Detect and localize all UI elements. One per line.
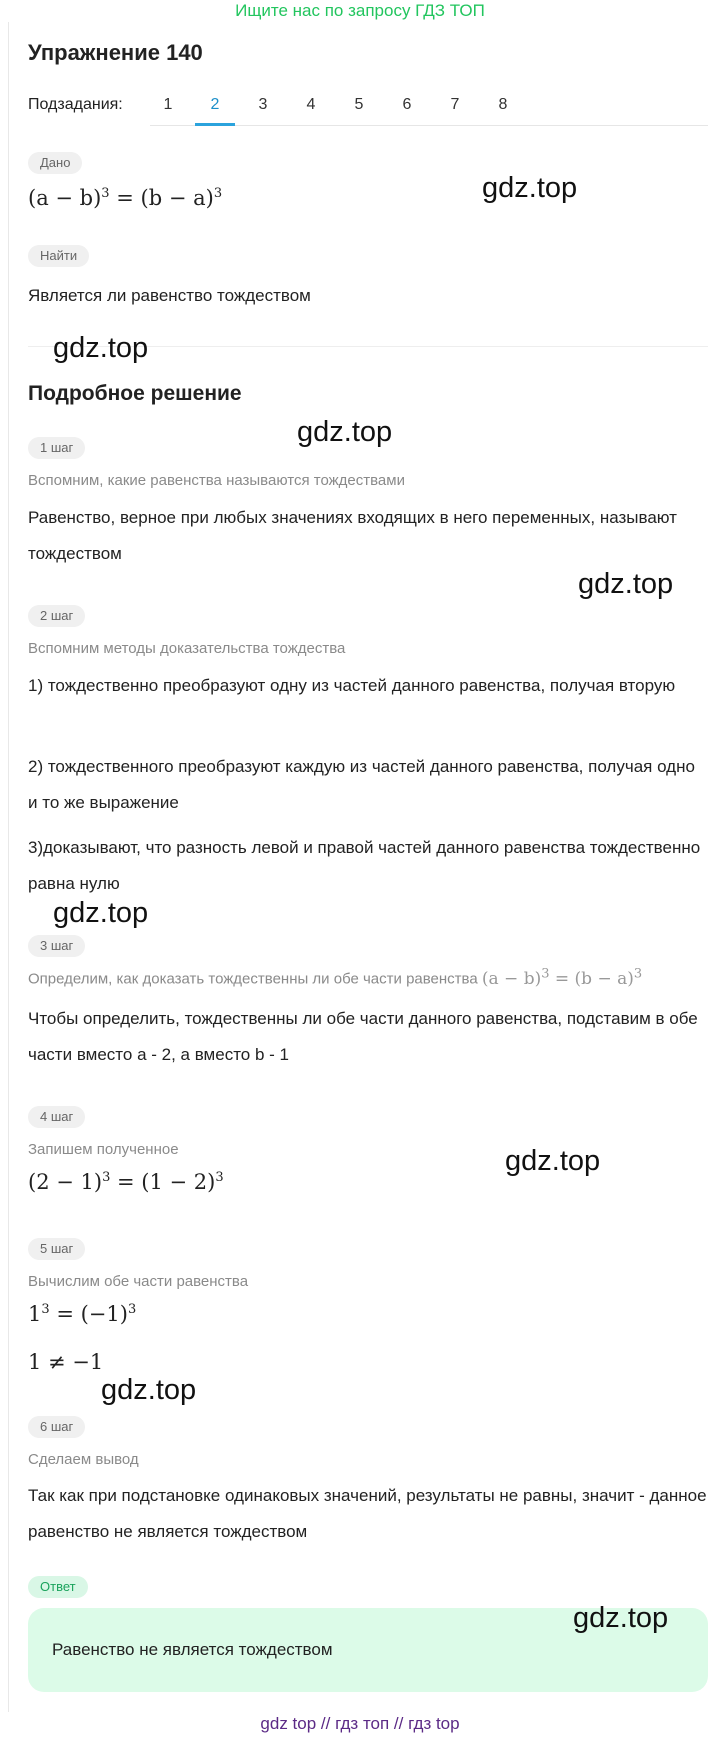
step-6-hint: Сделаем вывод — [28, 1451, 139, 1468]
step-4-formula: $(2 - 1)^3 = (1 - 2)^3$ — [28, 1170, 224, 1194]
step-3-text: Чтобы определить, тождественны ли обе части данного равенства, подставим в обе части вместо a - 2, а вместо b - 1 — [28, 1009, 698, 1064]
answer-text: Равенство не является тождеством — [52, 1640, 333, 1659]
step-4-pill: 4 шаг — [28, 1106, 85, 1128]
step-3-pill: 3 шаг — [28, 935, 85, 957]
step-3-hint: Определим, как доказать тождественны ли обе части равенства $(a - b)^3 = (b - a)^3$ — [28, 966, 643, 989]
step-2-hint: Вспомним методы доказательства тождества — [28, 640, 346, 657]
step-1-hint: Вспомним, какие равенства называются тождествами — [28, 472, 405, 489]
step-2-method-2: 2) тождественного преобразуют каждую из частей данного равенства, получая одно и то же выражение — [28, 757, 695, 812]
subtask-tab-5[interactable]: 5 — [354, 96, 364, 113]
step-5-pill: 5 шаг — [28, 1238, 85, 1260]
subtask-tab-8[interactable]: 8 — [498, 96, 508, 113]
find-text: Является ли равенство тождеством — [28, 286, 311, 305]
active-tab-indicator — [195, 123, 235, 126]
step-6-text: Так как при подстановке одинаковых значений, результаты не равны, значит - данное равенство не является тождеством — [28, 1486, 707, 1541]
step-2-method-3: 3)доказывают, что разность левой и правой частей данного равенства тождественно равна нулю — [28, 838, 701, 893]
watermark: gdz.top — [482, 172, 578, 204]
find-pill: Найти — [28, 245, 89, 267]
step-5-hint: Вычислим обе части равенства — [28, 1273, 249, 1290]
watermark: gdz.top — [573, 1602, 669, 1634]
solution-title: Подробное решение — [28, 382, 242, 405]
step-2-method-1: 1) тождественно преобразуют одну из частей данного равенства, получая вторую — [28, 676, 676, 695]
watermark: gdz.top — [505, 1145, 601, 1177]
watermark: gdz.top — [53, 332, 149, 364]
given-pill: Дано — [28, 152, 82, 174]
watermark: gdz.top — [297, 416, 393, 448]
watermark: gdz.top — [578, 568, 674, 600]
subtask-tab-3[interactable]: 3 — [258, 96, 268, 113]
step-2-pill: 2 шаг — [28, 605, 85, 627]
page-title: Упражнение 140 — [28, 40, 203, 65]
answer-pill: Ответ — [28, 1576, 88, 1598]
promo-banner[interactable]: Ищите нас по запросу ГДЗ ТОП — [235, 1, 485, 20]
watermark: gdz.top — [101, 1374, 197, 1406]
step-6-pill: 6 шаг — [28, 1416, 85, 1438]
given-formula: $(a - b)^3 = (b - a)^3$ — [28, 186, 223, 210]
subtask-tab-2[interactable]: 2 — [210, 96, 220, 113]
subtask-tab-1[interactable]: 1 — [163, 96, 173, 113]
step-1-pill: 1 шаг — [28, 437, 85, 459]
step-4-hint: Запишем полученное — [28, 1141, 179, 1158]
subtasks-label: Подзадания: — [28, 96, 123, 113]
watermark: gdz.top — [53, 897, 149, 929]
footer-links[interactable]: gdz top // гдз топ // гдз top — [260, 1714, 460, 1733]
step-5-formula-1: $1^3 = (-1)^3$ — [28, 1302, 137, 1326]
step-3-formula: $(a - b)^3 = (b - a)^3$ — [481, 966, 643, 989]
step-5-formula-2: 1 ≠ −1 — [28, 1350, 104, 1374]
subtask-tab-7[interactable]: 7 — [450, 96, 460, 113]
subtask-tab-4[interactable]: 4 — [306, 96, 316, 113]
subtask-tab-6[interactable]: 6 — [402, 96, 412, 113]
step-1-text: Равенство, верное при любых значениях входящих в него переменных, называют тождеством — [28, 508, 677, 563]
